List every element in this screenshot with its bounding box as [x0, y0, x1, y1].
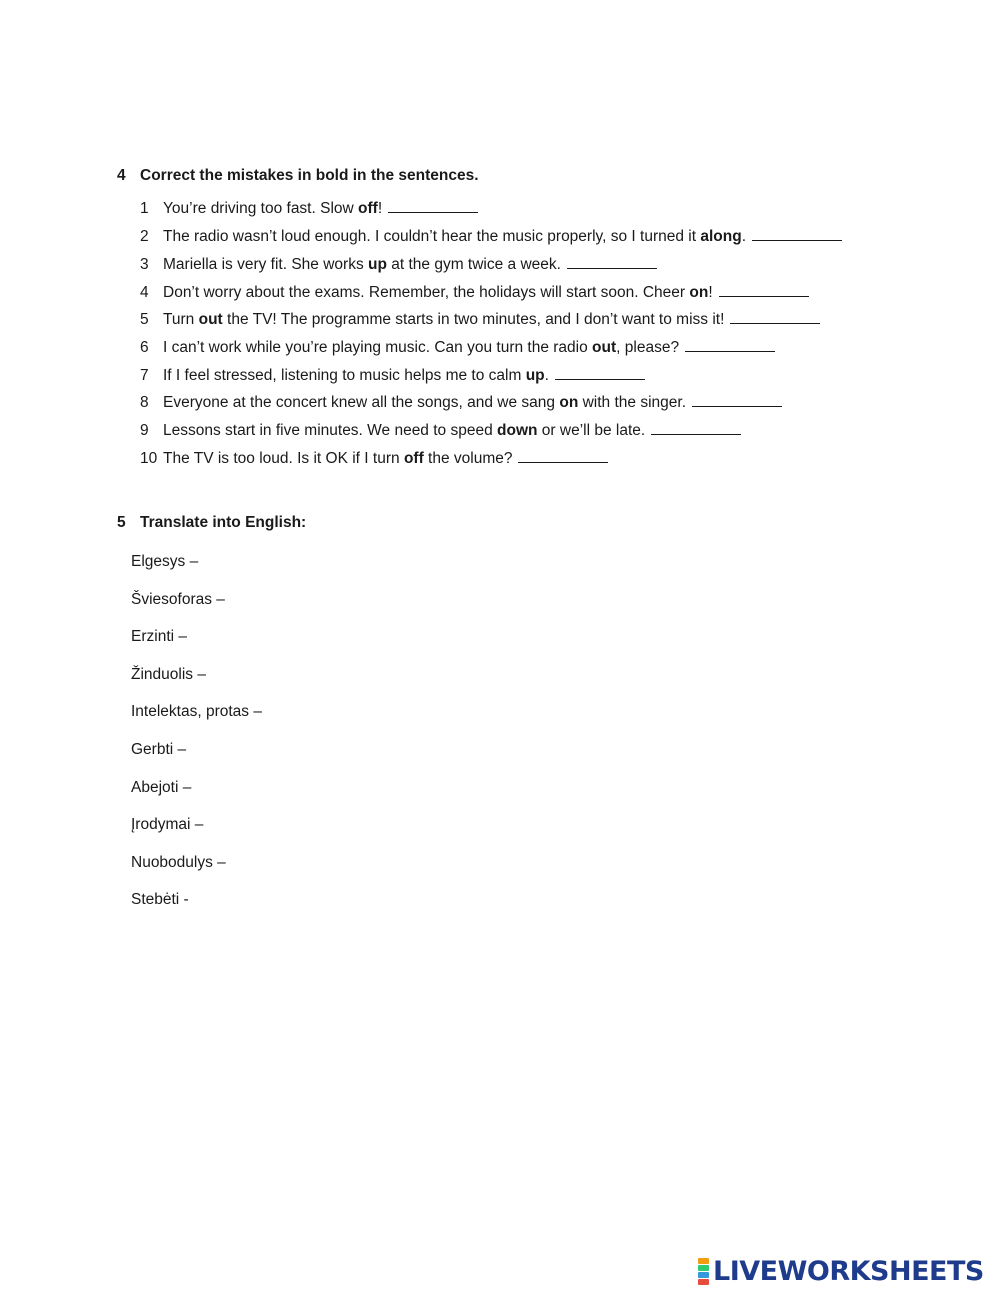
answer-blank[interactable]	[518, 449, 608, 463]
bold-mistake: along	[700, 228, 742, 245]
item-number: 4	[140, 284, 149, 301]
exercise-title: Translate into English:	[140, 514, 307, 531]
item-number: 10	[140, 450, 158, 467]
item-number: 5	[140, 311, 149, 328]
translate-word: Žinduolis –	[131, 666, 206, 683]
sentence-item	[140, 199, 478, 218]
sentence-item	[140, 338, 775, 357]
bold-mistake: on	[689, 284, 709, 301]
bold-mistake: off	[403, 450, 424, 467]
answer-blank[interactable]	[567, 255, 657, 269]
bold-mistake: up	[525, 367, 545, 384]
logo-square	[698, 1279, 709, 1285]
answer-blank[interactable]	[752, 227, 842, 241]
bold-mistake: up	[368, 256, 387, 273]
item-number: 8	[140, 394, 149, 411]
answer-blank[interactable]	[555, 366, 645, 380]
sentence-text: !	[708, 284, 713, 301]
translate-word: Stebėti -	[131, 891, 189, 908]
logo-text: LIVEWORKSHEETS	[713, 1255, 984, 1287]
sentence-text: The TV is too loud. Is it OK if I turn	[163, 450, 404, 467]
sentence-text: .	[544, 367, 549, 384]
translate-word: Intelektas, protas –	[131, 703, 262, 720]
logo-square	[698, 1265, 709, 1271]
sentence-item	[140, 366, 645, 385]
sentence-text: The radio wasn’t loud enough. I couldn’t hear the music properly, so I turned it	[163, 228, 701, 245]
bold-mistake: out	[592, 339, 617, 356]
sentence-text: Lessons start in five minutes. We need to speed	[163, 422, 498, 439]
bold-mistake: down	[497, 422, 538, 439]
answer-blank[interactable]	[685, 338, 775, 352]
sentence-text: the TV! The programme starts in two minutes, and I don’t want to miss it!	[222, 311, 725, 328]
answer-blank[interactable]	[388, 199, 478, 213]
item-number: 1	[140, 200, 149, 217]
translate-word: Erzinti –	[131, 628, 187, 645]
sentence-text: , please?	[616, 339, 680, 356]
sentence-text: Don’t worry about the exams. Remember, the holidays will start soon. Cheer	[163, 284, 690, 301]
sentence-text: or we’ll be late.	[537, 422, 646, 439]
bold-mistake: on	[559, 394, 579, 411]
sentence-text: with the singer.	[578, 394, 686, 411]
logo-square	[698, 1258, 709, 1264]
exercise-number: 4	[117, 167, 126, 184]
sentence-text: If I feel stressed, listening to music helps me to calm	[163, 367, 526, 384]
logo-square	[698, 1272, 709, 1278]
answer-blank[interactable]	[692, 393, 782, 407]
bold-mistake: out	[198, 311, 223, 328]
sentence-text: at the gym twice a week.	[386, 256, 561, 273]
translate-word: Nuobodulys –	[131, 854, 226, 871]
item-number: 6	[140, 339, 149, 356]
exercise-5-heading	[117, 514, 306, 532]
sentence-item	[140, 310, 820, 329]
translate-word: Abejoti –	[131, 779, 192, 796]
item-number: 3	[140, 256, 149, 273]
translate-word: Įrodymai –	[131, 816, 204, 833]
sentence-text: You’re driving too fast. Slow	[163, 200, 359, 217]
item-number: 9	[140, 422, 149, 439]
sentence-item	[140, 255, 657, 274]
sentence-text: Mariella is very fit. She works	[163, 256, 368, 273]
answer-blank[interactable]	[730, 310, 820, 324]
sentence-item	[140, 283, 809, 302]
answer-blank[interactable]	[651, 421, 741, 435]
sentence-item	[140, 449, 608, 468]
logo-squares	[698, 1258, 709, 1285]
sentence-item	[140, 393, 782, 412]
item-number: 7	[140, 367, 149, 384]
sentence-item	[140, 227, 842, 246]
sentence-text: the volume?	[423, 450, 513, 467]
item-number: 2	[140, 228, 149, 245]
sentence-text: .	[741, 228, 747, 245]
exercise-number: 5	[117, 514, 126, 531]
translate-word: Elgesys –	[131, 553, 199, 570]
translate-word: Gerbti –	[131, 741, 187, 758]
translate-word: Šviesoforas –	[131, 591, 225, 608]
sentence-item	[140, 421, 741, 440]
sentence-text: Turn	[163, 311, 199, 328]
exercise-title: Correct the mistakes in bold in the sentences.	[140, 167, 479, 184]
exercise-4-heading	[117, 167, 479, 185]
bold-mistake: off	[358, 200, 378, 217]
sentence-text: Everyone at the concert knew all the songs, and we sang	[163, 394, 560, 411]
liveworksheets-logo	[698, 1256, 984, 1286]
sentence-text: !	[377, 200, 383, 217]
answer-blank[interactable]	[719, 283, 809, 297]
sentence-text: I can’t work while you’re playing music. Can you turn the radio	[163, 339, 593, 356]
